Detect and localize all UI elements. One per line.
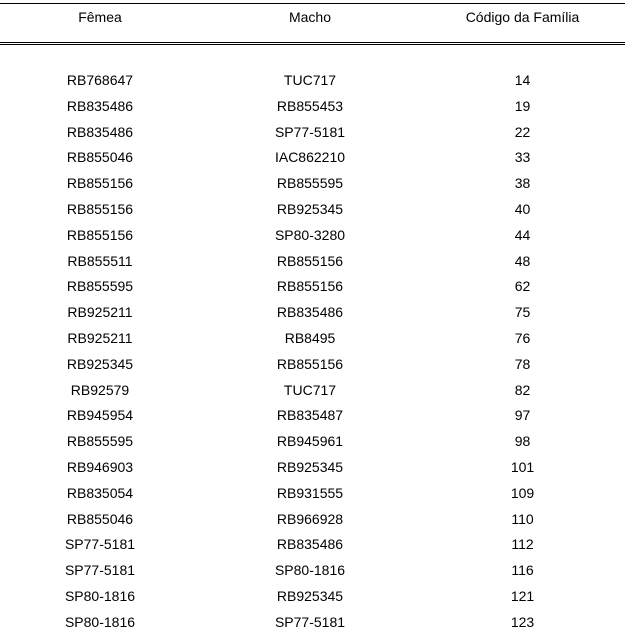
cell-family-code: 101 [510, 458, 535, 475]
cell-male: TUC717 [283, 72, 337, 88]
table-row [0, 122, 625, 148]
table-row [0, 302, 625, 328]
cell-family-code: 44 [514, 226, 531, 243]
cell-family-code: 14 [514, 72, 531, 88]
cell-family-code: 116 [511, 562, 534, 579]
top-rule [0, 3, 625, 4]
table-row [0, 534, 625, 560]
cell-family-code: 110 [511, 510, 534, 527]
cell-family-code: 22 [514, 123, 531, 140]
cell-male: RB835486 [276, 304, 344, 321]
cell-family-code: 82 [514, 381, 531, 398]
table-row [0, 70, 625, 96]
cell-male: RB835486 [276, 536, 344, 553]
cell-female: SP77-5181 [64, 536, 136, 553]
cell-male: RB925345 [276, 587, 344, 604]
cell-female: RB945954 [66, 407, 134, 424]
cell-female: RB835054 [66, 484, 134, 501]
cell-female: RB855595 [66, 278, 134, 295]
table-row [0, 328, 625, 354]
cell-family-code: 98 [514, 433, 531, 450]
cell-female: RB855156 [66, 175, 134, 192]
cell-family-code: 19 [514, 97, 531, 114]
cell-male: RB835487 [276, 407, 344, 424]
cell-family-code: 38 [514, 175, 531, 192]
cell-female: RB855595 [66, 433, 134, 450]
table-row [0, 96, 625, 122]
cell-family-code: 97 [514, 407, 531, 424]
table-body [0, 70, 625, 638]
cell-male: SP80-1816 [274, 562, 346, 579]
table-row [0, 586, 625, 612]
cell-family-code: 75 [514, 304, 531, 321]
cell-female: RB855511 [67, 252, 133, 269]
cell-male: RB925345 [276, 200, 344, 217]
cell-female: RB925345 [66, 355, 134, 372]
cell-female: RB835486 [66, 123, 134, 140]
table-row [0, 457, 625, 483]
cell-male: RB8495 [284, 329, 336, 346]
cell-female: RB92579 [70, 381, 130, 398]
table-header [0, 9, 625, 31]
cell-male: RB855156 [276, 355, 344, 372]
table-row [0, 354, 625, 380]
cell-female: SP77-5181 [64, 562, 136, 579]
cell-family-code: 33 [514, 149, 531, 166]
table-row [0, 612, 625, 638]
table-row [0, 199, 625, 225]
cell-male: IAC862210 [274, 149, 346, 166]
cell-male: SP77-5181 [274, 123, 346, 140]
cell-female: RB925211 [67, 329, 133, 346]
cell-female: RB925211 [67, 304, 133, 321]
table-row [0, 251, 625, 277]
cell-female: RB855156 [66, 200, 134, 217]
cell-male: SP80-3280 [274, 226, 346, 243]
cell-family-code: 123 [510, 613, 535, 630]
cell-family-code: 40 [514, 200, 531, 217]
header-family-code: Código da Família [465, 9, 580, 25]
cell-female: RB855046 [66, 149, 134, 166]
cell-male: TUC717 [283, 381, 337, 398]
cell-female: RB946903 [66, 458, 134, 475]
cell-male: RB855453 [276, 97, 344, 114]
cell-female: SP80-1816 [64, 613, 136, 630]
cell-female: RB855156 [66, 226, 134, 243]
table-row [0, 560, 625, 586]
table-row [0, 431, 625, 457]
cell-male: RB925345 [276, 458, 344, 475]
cell-female: RB855046 [66, 510, 134, 527]
cell-family-code: 62 [514, 278, 531, 295]
header-rule [0, 42, 625, 43]
cell-male: RB855156 [276, 252, 344, 269]
cell-female: SP80-1816 [64, 587, 136, 604]
table-row [0, 405, 625, 431]
cell-male: RB855156 [276, 278, 344, 295]
cell-family-code: 109 [510, 484, 535, 501]
cell-male: RB855595 [276, 175, 344, 192]
table-row [0, 147, 625, 173]
table-row [0, 509, 625, 535]
cell-male: SP77-5181 [274, 613, 346, 630]
cell-female: RB835486 [66, 97, 134, 114]
cell-family-code: 112 [511, 536, 534, 553]
header-female: Fêmea [78, 9, 122, 25]
table-row [0, 380, 625, 406]
table-row [0, 225, 625, 251]
table-row [0, 276, 625, 302]
table-row [0, 173, 625, 199]
cell-family-code: 48 [514, 252, 531, 269]
cell-family-code: 121 [510, 587, 535, 604]
header-male: Macho [288, 9, 332, 25]
cell-male: RB931555 [276, 484, 344, 501]
header-rule-second [0, 44, 625, 45]
cell-male: RB966928 [276, 510, 344, 527]
cell-family-code: 76 [514, 329, 531, 346]
cell-male: RB945961 [276, 433, 344, 450]
table-row [0, 483, 625, 509]
cell-family-code: 78 [514, 355, 531, 372]
cell-female: RB768647 [66, 72, 134, 88]
